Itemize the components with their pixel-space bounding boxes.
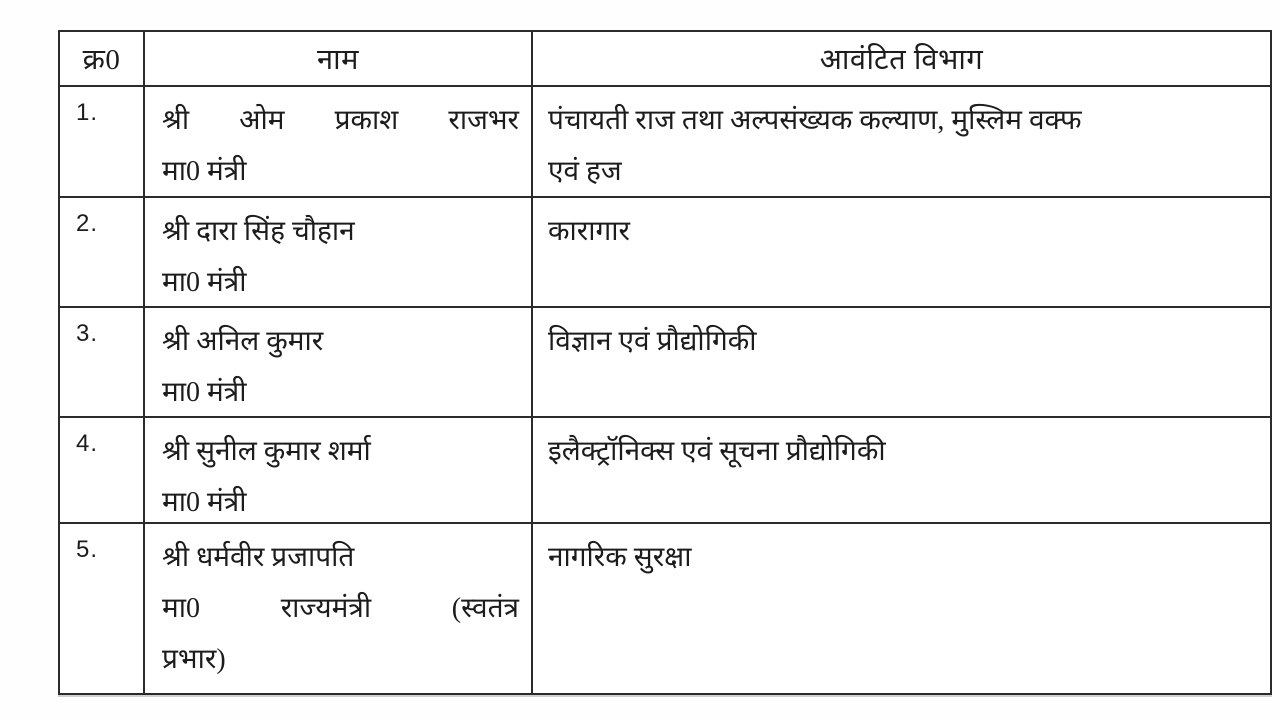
serial-cell (60, 524, 145, 693)
department-cell (533, 418, 1270, 522)
name-cell (145, 418, 533, 522)
table-row (60, 308, 1270, 418)
serial-number: 3. (76, 320, 99, 347)
serial-number: 2. (76, 210, 99, 237)
serial-cell (60, 418, 145, 522)
name-line: श्री दारा सिंह चौहान (162, 216, 355, 247)
header-department (533, 32, 1270, 85)
header-name (145, 32, 533, 85)
name-line: मा0 मंत्री (162, 487, 247, 518)
header-department-label: आवंटित विभाग (819, 44, 984, 76)
table-row (60, 524, 1270, 693)
department-line: एवं हज (548, 156, 622, 187)
table-row (60, 198, 1270, 308)
name-cell (145, 308, 533, 416)
name-cell (145, 198, 533, 306)
department-cell (533, 198, 1270, 306)
name-line: मा0 राज्यमंत्री (स्वतंत्र (162, 593, 519, 624)
table-row (60, 418, 1270, 524)
department-cell (533, 87, 1270, 196)
header-serial-label: क्र0 (82, 44, 121, 76)
name-line: श्री अनिल कुमार (162, 326, 324, 357)
name-line: श्री सुनील कुमार शर्मा (162, 436, 371, 467)
serial-cell (60, 308, 145, 416)
name-cell (145, 524, 533, 693)
name-cell (145, 87, 533, 196)
department-line: पंचायती राज तथा अल्पसंख्यक कल्याण, मुस्लिम वक्फ (548, 105, 1082, 136)
department-line: इलैक्ट्रॉनिक्स एवं सूचना प्रौद्योगिकी (548, 436, 886, 467)
serial-cell (60, 87, 145, 196)
serial-number: 5. (76, 536, 99, 563)
name-line: मा0 मंत्री (162, 377, 247, 408)
serial-cell (60, 198, 145, 306)
name-line: मा0 मंत्री (162, 267, 247, 298)
department-line: कारागार (548, 216, 630, 247)
serial-number: 1. (76, 99, 99, 126)
department-cell (533, 524, 1270, 693)
name-line: प्रभार) (162, 644, 226, 675)
name-line: श्री ओम प्रकाश राजभर (162, 105, 519, 136)
header-name-label: नाम (317, 44, 359, 76)
serial-number: 4. (76, 430, 99, 457)
name-line: श्री धर्मवीर प्रजापति (162, 542, 355, 573)
department-line: नागरिक सुरक्षा (548, 542, 692, 573)
name-line: मा0 मंत्री (162, 156, 247, 187)
department-cell (533, 308, 1270, 416)
table-header-row (60, 32, 1270, 87)
ministers-table (58, 30, 1272, 695)
department-line: विज्ञान एवं प्रौद्योगिकी (548, 326, 757, 357)
header-serial (60, 32, 145, 85)
table-row (60, 87, 1270, 198)
